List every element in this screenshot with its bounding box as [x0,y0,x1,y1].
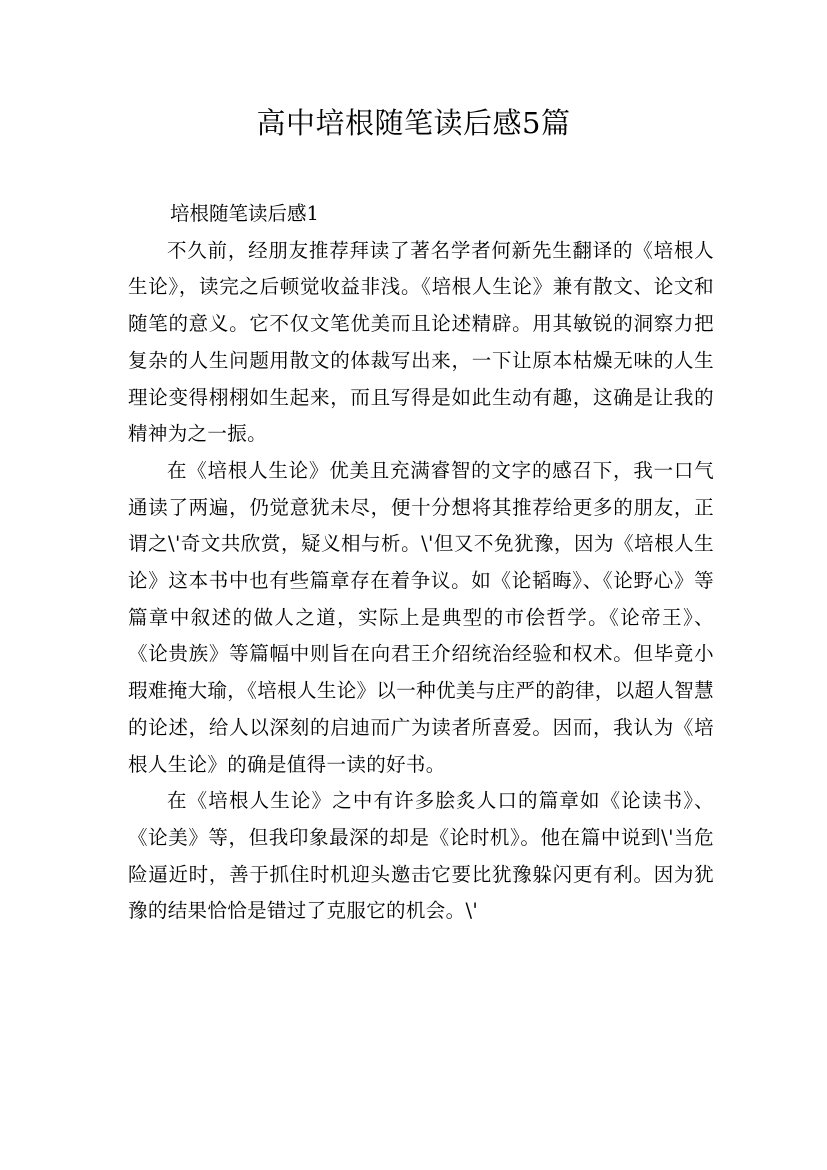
paragraph-3: 在《培根人生论》之中有许多脍炙人口的篇章如《论读书》、《论美》等，但我印象最深的却是《论时机》。他在篇中说到\'当危险逼近时，善于抓住时机迎头邀击它要比犹豫躲闪更有利。因为犹豫的结果恰恰是错过了克服它的机会。\' [128,789,714,923]
document-title: 高中培根随笔读后感5篇 [256,106,571,140]
document-body [128,196,714,930]
section-heading: 培根随笔读后感1 [170,202,319,225]
paragraph-2: 在《培根人生论》优美且充满睿智的文字的感召下，我一口气通读了两遍，仍觉意犹未尽，便十分想将其推荐给更多的朋友，正谓之\'奇文共欣赏，疑义相与析。\'但又不免犹豫，因为《培根人生论》这本书中也有些篇章存在着争议。如《论韬晦》、《论野心》等篇章中叙述的做人之道，实际上是典型的市侩哲学。《论帝王》、《论贵族》等篇幅中则旨在向君王介绍统治经验和权术。但毕竟小瑕难掩大瑜，《培根人生论》以一种优美与庄严的韵律，以超人智慧的论述，给人以深刻的启迪而广为读者所喜爱。因而，我认为《培根人生论》的确是值得一读的好书。 [128,458,714,776]
paragraph-1: 不久前，经朋友推荐拜读了著名学者何新先生翻译的《培根人生论》，读完之后顿觉收益非浅。《培根人生论》兼有散文、论文和随笔的意义。它不仅文笔优美而且论述精辟。用其敏锐的洞察力把复杂的人生问题用散文的体裁写出来，一下让原本枯燥无味的人生理论变得栩栩如生起来，而且写得是如此生动有趣，这确是让我的精神为之一振。 [128,238,714,446]
